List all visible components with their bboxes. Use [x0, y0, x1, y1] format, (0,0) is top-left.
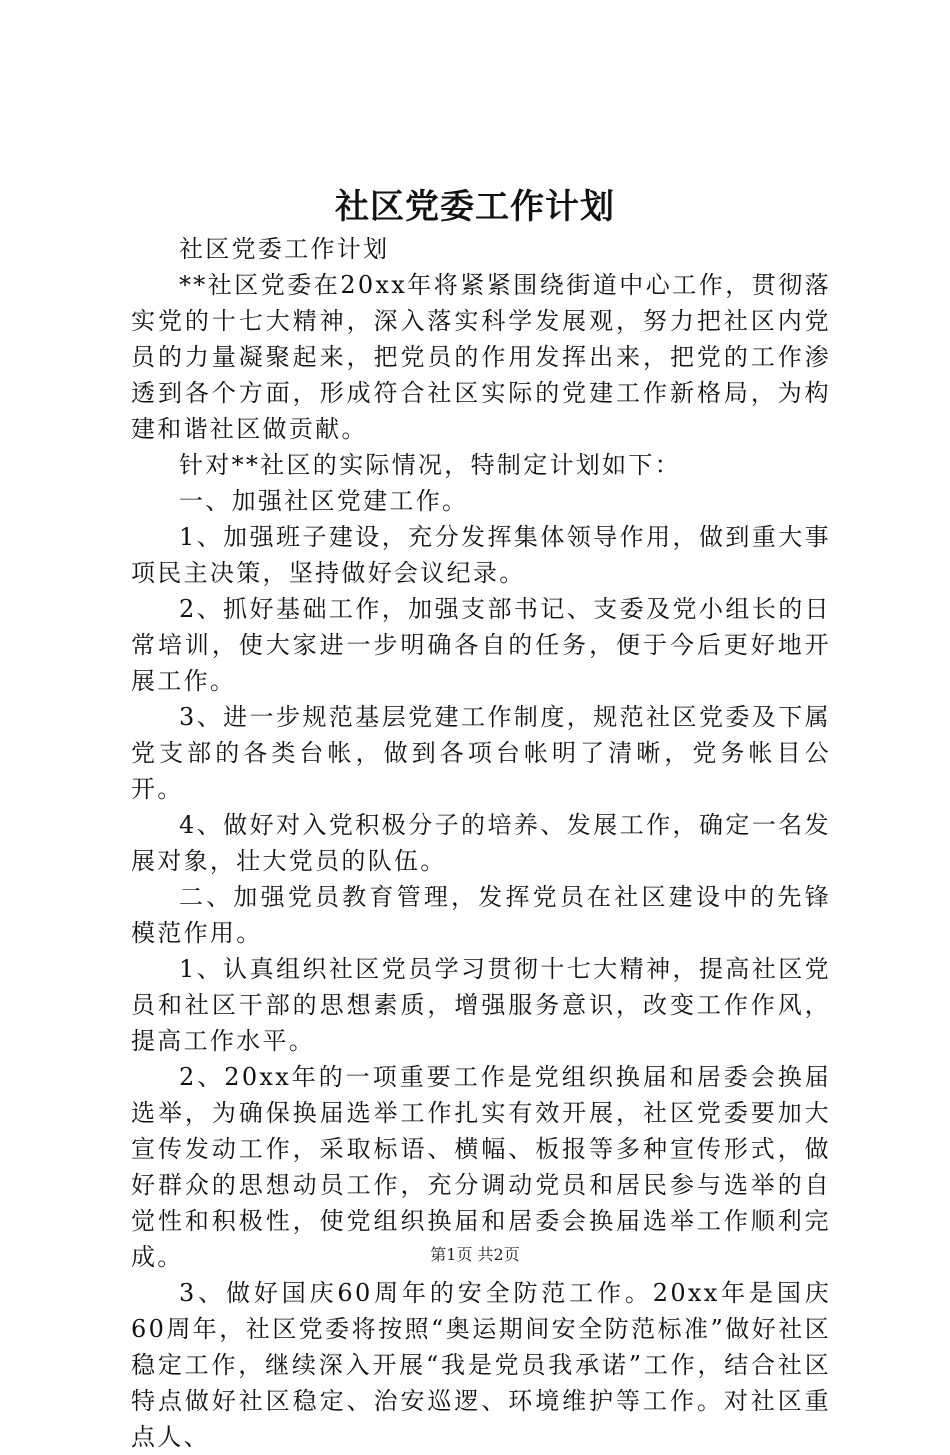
intro-paragraph: **社区党委在20xx年将紧紧围绕街道中心工作，贯彻落实党的十七大精神，深入落实科学发展观，努力把社区内党员的力量凝聚起来，把党员的作用发挥出来，把党的工作渗透到各个方面，形成符合社区实际的党建工作新格局，为构建和谐社区做贡献。 [131, 271, 831, 443]
document-title: 社区党委工作计划 [335, 187, 615, 227]
section-2-item-2: 2、20xx年的一项重要工作是党组织换届和居委会换届选举，为确保换届选举工作扎实有效开展，社区党委要加大宣传发动工作，采取标语、横幅、板报等多种宣传形式，做好群众的思想动员工作，充分调动党员和居民参与选举的自觉性和积极性，使党组织换届和居委会换届选举工作顺利完成。 [131, 1063, 831, 1271]
section-heading-2: 二、加强党员教育管理，发挥党员在社区建设中的先锋模范作用。 [131, 883, 831, 947]
section-2-item-3: 3、做好国庆60周年的安全防范工作。20xx年是国庆60周年，社区党委将按照“奥运期间安全防范标准”做好社区稳定工作，继续深入开展“我是党员我承诺”工作，结合社区特点做好社区稳定、治安巡逻、环境维护等工作。对社区重点人、 [131, 1279, 831, 1451]
section-1-item-4: 4、做好对入党积极分子的培养、发展工作，确定一名发展对象，壮大党员的队伍。 [131, 811, 831, 875]
subtitle-paragraph: 社区党委工作计划 [179, 235, 390, 263]
section-1-item-1: 1、加强班子建设，充分发挥集体领导作用，做到重大事项民主决策，坚持做好会议纪录。 [131, 523, 831, 587]
document-body [131, 231, 831, 1455]
plan-lead-paragraph: 针对**社区的实际情况，特制定计划如下： [179, 451, 681, 479]
section-1-item-3: 3、进一步规范基层党建工作制度，规范社区党委及下属党支部的各类台帐，做到各项台帐明了清晰，党务帐目公开。 [131, 703, 831, 803]
section-1-item-2: 2、抓好基础工作，加强支部书记、支委及党小组长的日常培训，使大家进一步明确各自的任务，便于今后更好地开展工作。 [131, 595, 831, 695]
section-heading-1: 一、加强社区党建工作。 [179, 487, 469, 515]
section-2-item-1: 1、认真组织社区党员学习贯彻十七大精神，提高社区党员和社区干部的思想素质，增强服务意识，改变工作作风，提高工作水平。 [131, 955, 831, 1055]
page-footer: 第1页 共2页 [430, 1245, 520, 1264]
